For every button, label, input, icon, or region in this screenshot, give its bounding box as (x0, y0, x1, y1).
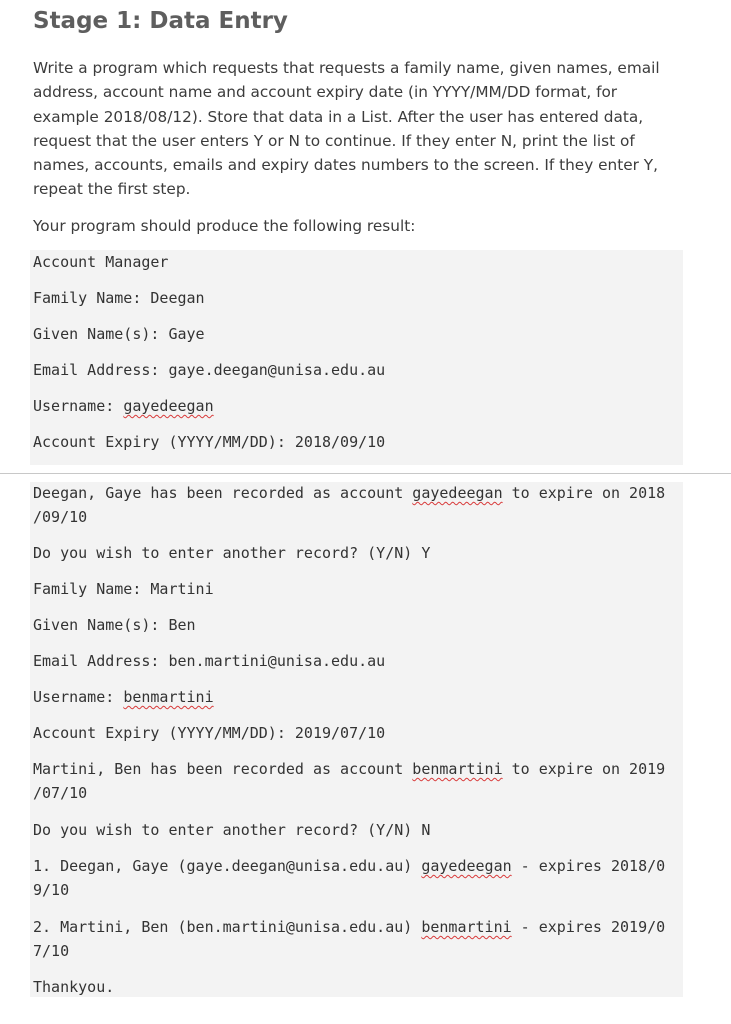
console-line: Do you wish to enter another record? (Y/N) N (33, 821, 431, 839)
console-line: /07/10 (33, 784, 88, 802)
description-line: names, accounts, emails and expiry dates numbers to the screen. If they enter Y, (33, 156, 658, 175)
console-line: 1. Deegan, Gaye (gaye.deegan@unisa.edu.au) gayedeegan - expires 2018/0 (33, 857, 666, 875)
console-line: Username: benmartini (33, 688, 214, 706)
console-line: Username: gayedeegan (33, 397, 214, 415)
task-description (33, 56, 693, 202)
console-line: Family Name: Martini (33, 580, 214, 598)
console-line: Given Name(s): Ben (33, 616, 196, 634)
description-line: Write a program which requests that requests a family name, given names, email (33, 59, 660, 77)
description-line: address, account name and account expiry date (in YYYY/MM/DD format, for (33, 83, 618, 102)
console-line: 2. Martini, Ben (ben.martini@unisa.edu.au) benmartini - expires 2019/0 (33, 918, 666, 936)
section-divider (0, 473, 731, 474)
page-title: Stage 1: Data Entry (33, 8, 288, 34)
output-intro: Your program should produce the following result: (33, 217, 416, 235)
console-line: Do you wish to enter another record? (Y/N) Y (33, 544, 431, 562)
description-line: request that the user enters Y or N to continue. If they enter N, print the list of (33, 131, 635, 150)
description-line: repeat the first step. (33, 180, 191, 199)
spellcheck-flagged-word: benmartini (123, 688, 214, 706)
console-line: Account Manager (33, 253, 169, 271)
console-line: Given Name(s): Gaye (33, 325, 205, 343)
spellcheck-flagged-word: gayedeegan (123, 397, 214, 415)
console-line: Thankyou. (33, 978, 115, 996)
spellcheck-flagged-word: benmartini (412, 760, 503, 778)
console-line: 9/10 (33, 881, 70, 899)
spellcheck-flagged-word: gayedeegan (421, 857, 512, 875)
console-line: Account Expiry (YYYY/MM/DD): 2019/07/10 (33, 724, 386, 742)
console-line: /09/10 (33, 508, 88, 526)
console-line: Account Expiry (YYYY/MM/DD): 2018/09/10 (33, 433, 386, 451)
console-line: Email Address: ben.martini@unisa.edu.au (33, 652, 386, 670)
console-line: 7/10 (33, 942, 70, 960)
description-line: example 2018/08/12). Store that data in a List. After the user has entered data, (33, 107, 644, 126)
console-line: Martini, Ben has been recorded as account benmartini to expire on 2019 (33, 760, 666, 778)
spellcheck-flagged-word: benmartini (421, 918, 512, 936)
console-line: Family Name: Deegan (33, 289, 205, 307)
spellcheck-flagged-word: gayedeegan (412, 484, 503, 502)
console-line: Deegan, Gaye has been recorded as account gayedeegan to expire on 2018 (33, 484, 666, 502)
console-line: Email Address: gaye.deegan@unisa.edu.au (33, 361, 386, 379)
